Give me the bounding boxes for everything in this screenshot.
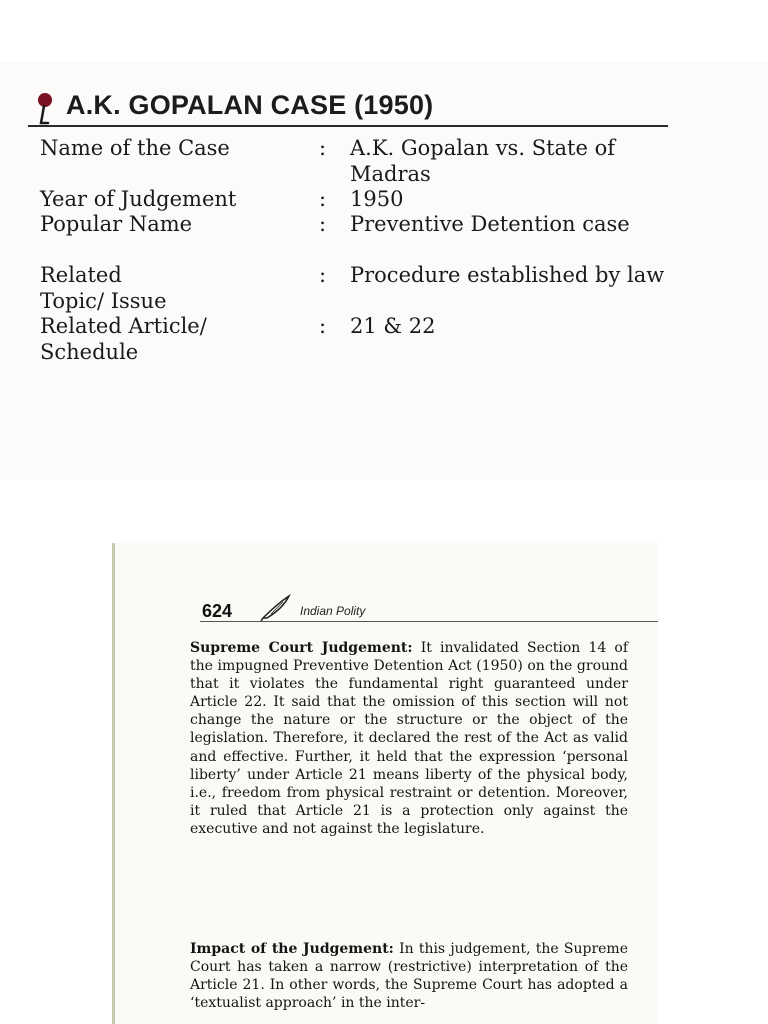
detail-value: Procedure established by law — [350, 263, 665, 287]
detail-label: Related Topic/ Issue — [40, 263, 167, 313]
detail-separator: : — [319, 187, 327, 211]
detail-separator: : — [319, 212, 327, 236]
judgement-paragraph — [190, 639, 628, 838]
page-edge — [112, 543, 115, 1024]
section-heading: Supreme Court Judgement: — [190, 640, 413, 656]
book-title: Indian Polity — [300, 604, 366, 618]
detail-separator: : — [319, 314, 327, 338]
detail-value: 21 & 22 — [350, 314, 436, 338]
quill-pen-icon — [259, 594, 293, 622]
section-text: In this judgement, the Supreme Court has taken a narrow (restrictive) interpretation of the Article 21. In other words, the Supreme Court has adopted a ‘textualist approach’ in the inter- — [190, 941, 628, 1012]
impact-paragraph — [190, 940, 628, 1012]
section-heading: Impact of the Judgement: — [190, 941, 394, 957]
detail-value: A.K. Gopalan vs. State of Madras — [350, 136, 615, 186]
section-text: It invalidated Section 14 of the impugned Preventive Detention Act (1950) on the ground that it violates the fundamental right guaranteed under Article 22. It said that the omission of this section will not change the nature or the structure or the object of the legislation. Therefore, it declared the rest of the Act as valid and effective. Further, it held that the expression ‘personal liberty’ under Article 21 means liberty of the physical body, i.e., freedom from physical restraint or detention. Moreover, it ruled that Article 21 is a protection only against the executive and not against the legislature. — [190, 640, 629, 837]
title-underline — [28, 125, 668, 127]
detail-label: Name of the Case — [40, 136, 230, 160]
case-title-row — [28, 88, 670, 128]
detail-value: 1950 — [350, 187, 404, 211]
detail-label: Year of Judgement — [40, 187, 237, 211]
detail-label: Popular Name — [40, 212, 193, 236]
detail-separator: : — [319, 263, 327, 287]
page-number: 624 — [202, 601, 233, 621]
detail-value: Preventive Detention case — [350, 212, 630, 236]
header-rule — [200, 621, 658, 622]
pushpin-icon — [32, 90, 62, 126]
detail-separator: : — [319, 136, 327, 160]
case-title: A.K. GOPALAN CASE (1950) — [66, 90, 434, 120]
detail-label: Related Article/ Schedule — [40, 314, 207, 364]
